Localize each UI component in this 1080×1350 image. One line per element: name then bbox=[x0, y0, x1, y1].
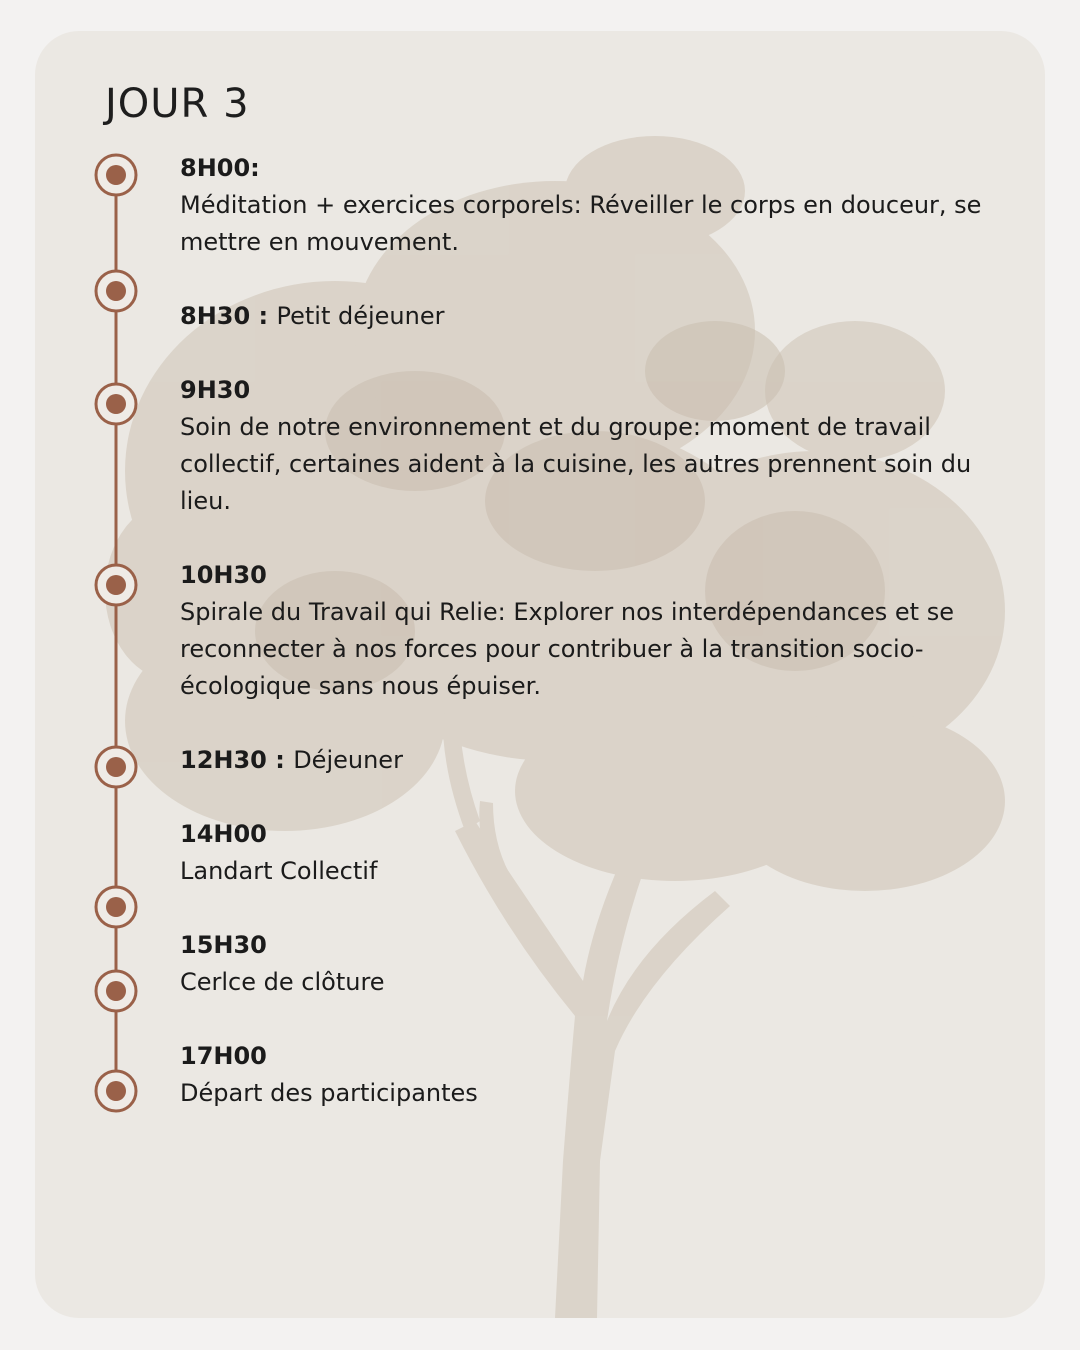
entry-description: Méditation + exercices corporels: Réveiller le corps en douceur, se mettre en mouvement. bbox=[180, 191, 982, 256]
entry-description: Spirale du Travail qui Relie: Explorer nos interdépendances et se reconnecter à nos forces pour contribuer à la transition socio-écologique sans nous épuiser. bbox=[180, 598, 954, 700]
entry-description: Cerlce de clôture bbox=[180, 968, 385, 996]
entry-description: Petit déjeuner bbox=[276, 302, 445, 330]
entry-description: Déjeuner bbox=[293, 746, 403, 774]
page-title: JOUR 3 bbox=[105, 81, 250, 127]
entry-description: Soin de notre environnement et du groupe: moment de travail collectif, certaines aident à la cuisine, les autres prennent soin du lieu. bbox=[180, 413, 972, 515]
schedule-entry bbox=[180, 816, 1010, 890]
schedule-entry bbox=[180, 298, 1010, 335]
schedule-entry bbox=[180, 742, 1010, 779]
entry-time: 17H00 bbox=[180, 1042, 267, 1070]
entry-time: 9H30 bbox=[180, 376, 251, 404]
entry-time: 12H30 : bbox=[180, 746, 294, 774]
schedule-card bbox=[35, 31, 1045, 1318]
schedule-entry bbox=[180, 1038, 1010, 1112]
entry-time: 8H30 : bbox=[180, 302, 277, 330]
entry-time: 14H00 bbox=[180, 820, 267, 848]
entry-time: 8H00: bbox=[180, 154, 260, 182]
schedule-entry bbox=[180, 927, 1010, 1001]
entry-time: 10H30 bbox=[180, 561, 267, 589]
schedule-entry bbox=[180, 150, 1010, 261]
schedule-entry bbox=[180, 557, 1010, 705]
entry-description: Landart Collectif bbox=[180, 857, 378, 885]
schedule-entry bbox=[180, 372, 1010, 520]
entry-description: Départ des participantes bbox=[180, 1079, 478, 1107]
entry-time: 15H30 bbox=[180, 931, 267, 959]
